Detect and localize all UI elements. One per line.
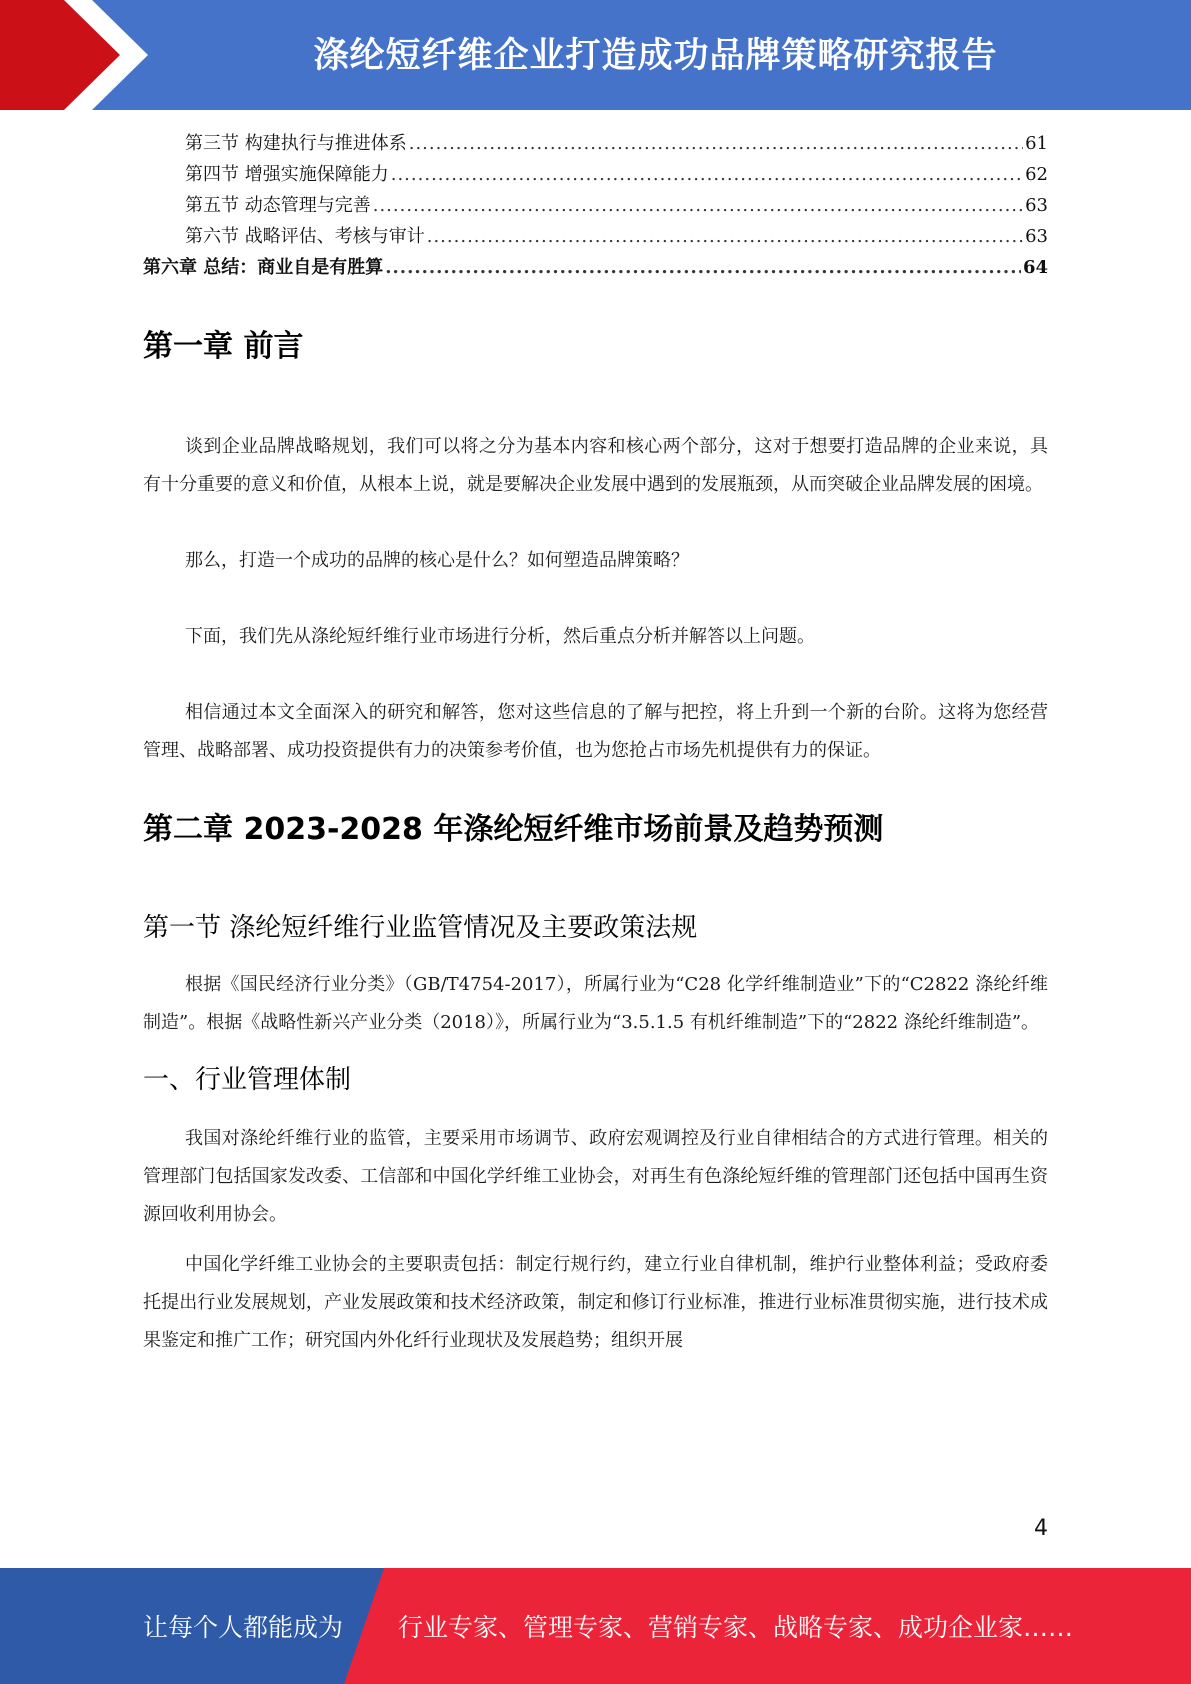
footer-slogan-left: 让每个人都能成为 bbox=[143, 1613, 344, 1642]
toc-leader-dots bbox=[373, 190, 1023, 221]
toc-entry-label: 第六节 战略评估、考核与审计 bbox=[185, 226, 425, 247]
toc-entry-page: 61 bbox=[1025, 133, 1048, 154]
toc-entry-page: 63 bbox=[1025, 226, 1048, 247]
chapter-2-heading: 第二章 2023-2028 年涤纶短纤维市场前景及趋势预测 bbox=[143, 812, 884, 847]
header-banner bbox=[0, 0, 1191, 110]
paragraph: 相信通过本文全面深入的研究和解答，您对这些信息的了解与把控，将上升到一个新的台阶。这将为您经营管理、战略部署、成功投资提供有力的决策参考价值，也为您抢占市场先机提供有力的保证。 bbox=[143, 702, 1048, 761]
footer-banner bbox=[0, 1568, 1191, 1684]
toc-leader-dots bbox=[427, 221, 1023, 252]
toc-entry[interactable] bbox=[143, 128, 1048, 159]
footer-slogan-right: 行业专家、管理专家、营销专家、战略专家、成功企业家…… bbox=[398, 1613, 1074, 1642]
toc-entry[interactable] bbox=[143, 159, 1048, 190]
header-chevron-decoration bbox=[0, 0, 160, 110]
paragraph: 根据《国民经济行业分类》（GB/T4754-2017），所属行业为“C28 化学纤维制造业”下的“C2822 涤纶纤维制造”。根据《战略性新兴产业分类（2018）》，所属行业为“3.5.1.5 有机纤维制造”下的“2822 涤纶纤维制造”。 bbox=[143, 974, 1048, 1033]
toc-entry[interactable] bbox=[143, 190, 1048, 221]
toc-leader-dots bbox=[391, 159, 1023, 190]
toc-entry-page: 63 bbox=[1025, 195, 1048, 216]
table-of-contents bbox=[143, 128, 1048, 283]
toc-entry-chapter[interactable] bbox=[143, 252, 1048, 283]
toc-entry-label: 第六章 总结：商业自是有胜算 bbox=[143, 257, 384, 278]
toc-entry-page: 62 bbox=[1025, 164, 1048, 185]
toc-entry-label: 第五节 动态管理与完善 bbox=[185, 195, 371, 216]
paragraph: 我国对涤纶纤维行业的监管，主要采用市场调节、政府宏观调控及行业自律相结合的方式进行管理。相关的管理部门包括国家发改委、工信部和中国化学纤维工业协会，对再生有色涤纶短纤维的管理部门还包括中国再生资源回收利用协会。 bbox=[143, 1128, 1048, 1225]
page-number: 4 bbox=[1034, 1516, 1048, 1541]
toc-entry-label: 第三节 构建执行与推进体系 bbox=[185, 133, 407, 154]
paragraph: 谈到企业品牌战略规划，我们可以将之分为基本内容和核心两个部分，这对于想要打造品牌的企业来说，具有十分重要的意义和价值，从根本上说，就是要解决企业发展中遇到的发展瓶颈，从而突破企业品牌发展的困境。 bbox=[143, 436, 1048, 495]
toc-entry[interactable] bbox=[143, 221, 1048, 252]
paragraph: 下面，我们先从涤纶短纤维行业市场进行分析，然后重点分析并解答以上问题。 bbox=[185, 626, 815, 647]
subsection-heading: 一、行业管理体制 bbox=[143, 1065, 352, 1095]
section-heading: 第一节 涤纶短纤维行业监管情况及主要政策法规 bbox=[143, 913, 698, 943]
toc-leader-dots bbox=[409, 128, 1023, 159]
toc-entry-label: 第四节 增强实施保障能力 bbox=[185, 164, 389, 185]
page-content bbox=[143, 128, 1048, 1360]
toc-entry-page: 64 bbox=[1022, 257, 1048, 278]
paragraph: 那么，打造一个成功的品牌的核心是什么？如何塑造品牌策略？ bbox=[185, 550, 689, 571]
report-title: 涤纶短纤维企业打造成功品牌策略研究报告 bbox=[313, 36, 998, 76]
toc-leader-dots bbox=[385, 252, 1021, 283]
chapter-1-heading: 第一章 前言 bbox=[143, 329, 304, 364]
paragraph: 中国化学纤维工业协会的主要职责包括：制定行规行约，建立行业自律机制，维护行业整体利益；受政府委托提出行业发展规划，产业发展政策和技术经济政策，制定和修订行业标准，推进行业标准贯彻实施，进行技术成果鉴定和推广工作；研究国内外化纤行业现状及发展趋势；组织开展 bbox=[143, 1254, 1048, 1351]
